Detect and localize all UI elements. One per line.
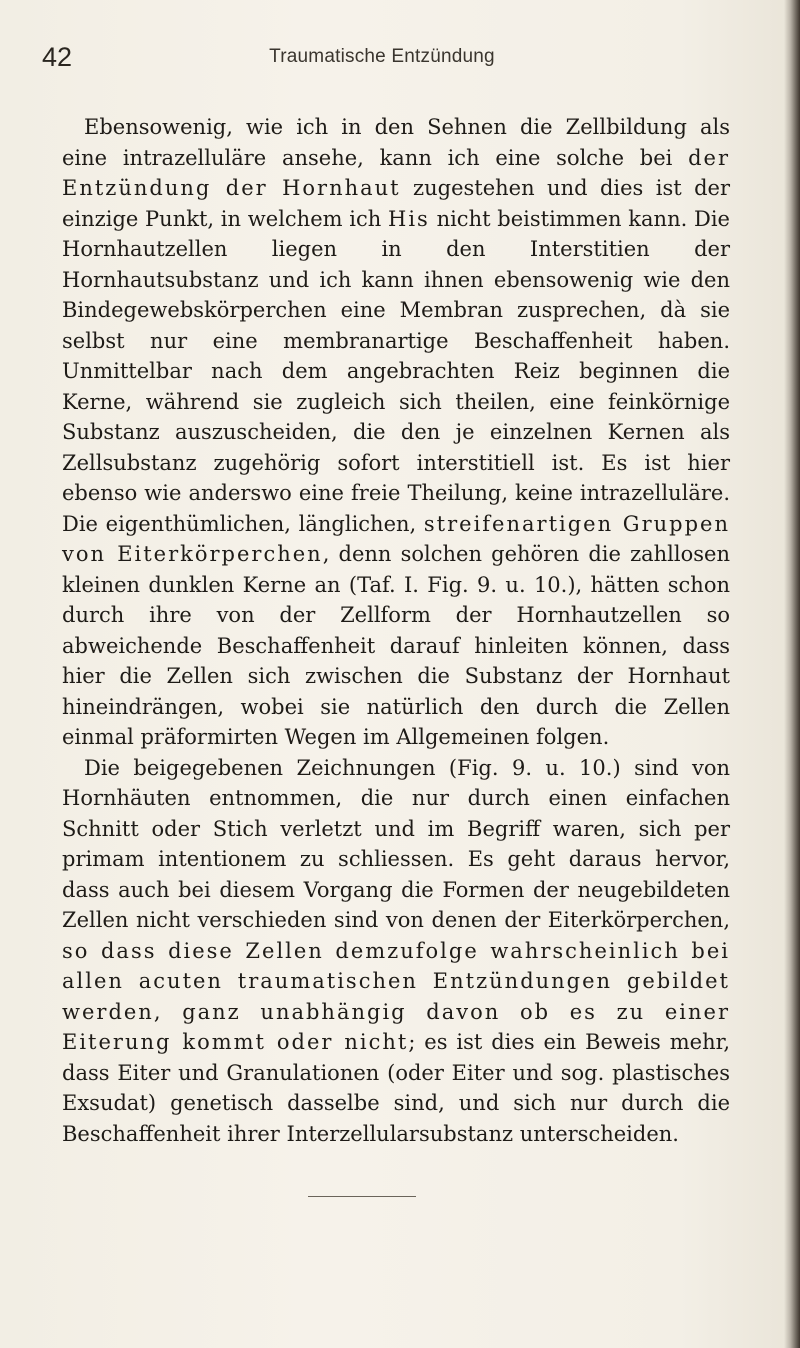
text-segment: zugestehen und dies ist der einzige Punkt, in welchem ich [62,176,730,231]
page-edge-shadow [784,0,800,1348]
text-segment: Ebensowenig, wie ich in den Sehnen die Zellbildung als eine intrazelluläre ansehe, kann ich eine solche bei [62,115,730,170]
emphasis-spaced: His [388,206,430,231]
text-segment: Die beigegebenen Zeichnungen (Fig. 9. u. 10.) sind von Hornhäuten entnommen, die nur durch einen einfachen Schnitt oder Stich verletzt und im Begriff waren, sich per primam intentionem zu schliessen. Es geht daraus hervor, dass auch bei diesem Vorgang die Formen der neugebildeten Zellen nicht verschieden sind von denen der Eiterkörperchen, [62,755,730,932]
text-segment: nicht beistimmen kann. Die Hornhautzellen liegen in den Interstitien der Hornhautsubstanz und ich kann ihnen ebensowenig wie den Bindegewebskörperchen eine Membran zusprechen, dà sie selbst nur eine membranartige Beschaffenheit haben. Unmittelbar nach dem angebrachten Reiz beginnen die Kerne, während sie zugleich sich theilen, eine feinkörnige Substanz auszuscheiden, die den je einzelnen Kernen als Zellsubstanz zugehörig sofort interstitiell ist. Es ist hier ebenso wie anderswo eine freie Theilung, keine intrazelluläre. Die eigenthümlichen, länglichen, [62,206,730,536]
running-title: Traumatische Entzündung [269,46,495,67]
end-rule [308,1196,416,1197]
emphasis-spaced: der Entzündung der Hornhaut [62,145,730,200]
emphasis-spaced: so dass diese Zellen demzufolge wahrscheinlich bei allen acuten traumatischen Entzündungen gebildet werden, ganz unabhängig davon ob es zu einer Eiterung kommt oder nicht [62,938,730,1054]
text-segment: , denn solchen gehören die zahllosen kleinen dunklen Kerne an (Taf. I. Fig. 9. u. 10.), hätten schon durch ihre von der Zellform der Hornhautzellen so abweichende Beschaffenheit darauf hinleiten können, dass hier die Zellen sich zwischen die Substanz der Hornhaut hineindrängen, wobei sie natürlich den durch die Zellen einmal präformirten Wegen im Allgemeinen folgen. [62,542,730,749]
text-segment: ; es ist dies ein Beweis mehr, dass Eiter und Granulationen (oder Eiter und sog. plastisches Exsudat) genetisch dasselbe sind, und sich nur durch die Beschaffenheit ihrer Interzellularsubstanz unterscheiden. [62,1030,731,1146]
paragraph-1 [62,112,730,753]
page-number: 42 [42,42,73,72]
emphasis-spaced: streifenartigen Gruppen von Eiterkörperchen [62,511,730,566]
paragraph-2 [62,753,730,1150]
body-text [62,112,730,1149]
page-header [42,42,722,82]
